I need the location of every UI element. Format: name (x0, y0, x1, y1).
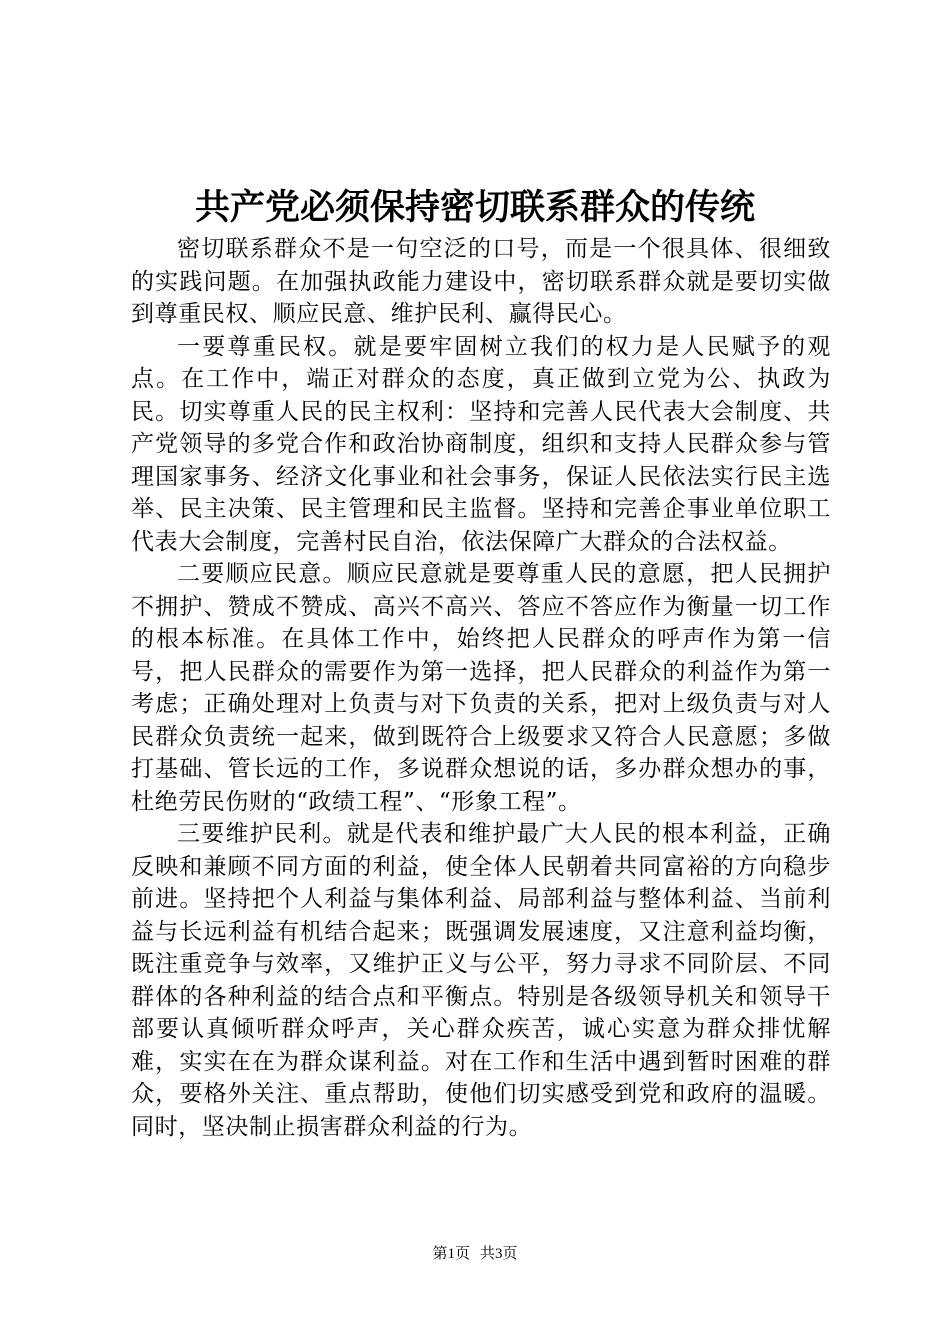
page-footer (0, 1242, 950, 1266)
document-body (131, 233, 831, 1143)
paragraph-respect-rights: 一要尊重民权。就是要牢固树立我们的权力是人民赋予的观点。在工作中，端正对群众的态度，真正做到立党为公、执政为民。切实尊重人民的民主权利：坚持和完善人民代表大会制度、共产党领导的多党合作和政治协商制度，组织和支持人民群众参与管理国家事务、经济文化事业和社会事务，保证人民依法实行民主选举、民主决策、民主管理和民主监督。坚持和完善企事业单位职工代表大会制度，完善村民自治，依法保障广大群众的合法权益。 (131, 333, 831, 555)
page-total: 共3页 (480, 1246, 518, 1262)
page-number: 第1页 (432, 1246, 470, 1262)
document-title: 共产党必须保持密切联系群众的传统 (194, 187, 755, 228)
paragraph-intro: 密切联系群众不是一句空泛的口号，而是一个很具体、很细致的实践问题。在加强执政能力建设中，密切联系群众就是要切实做到尊重民权、顺应民意、维护民利、赢得民心。 (131, 236, 831, 327)
paragraph-protect-interests: 三要维护民利。就是代表和维护最广大人民的根本利益，正确反映和兼顾不同方面的利益，使全体人民朝着共同富裕的方向稳步前进。坚持把个人利益与集体利益、局部利益与整体利益、当前利益与长远利益有机结合起来；既强调发展速度，又注意利益均衡，既注重竞争与效率，又维护正义与公平，努力寻求不同阶层、不同群体的各种利益的结合点和平衡点。特别是各级领导机关和领导干部要认真倾听群众呼声，关心群众疾苦，诚心实意为群众排忧解难，实实在在为群众谋利益。对在工作和生活中遇到暂时困难的群众，要格外关注、重点帮助，使他们切实感受到党和政府的温暖。同时，坚决制止损害群众利益的行为。 (131, 821, 831, 1140)
paragraph-follow-will: 二要顺应民意。顺应民意就是要尊重人民的意愿，把人民拥护不拥护、赞成不赞成、高兴不高兴、答应不答应作为衡量一切工作的根本标准。在具体工作中，始终把人民群众的呼声作为第一信号，把人民群众的需要作为第一选择，把人民群众的利益作为第一考虑；正确处理对上负责与对下负责的关系，把对上级负责与对人民群众负责统一起来，做到既符合上级要求又符合人民意愿；多做打基础、管长远的工作，多说群众想说的话，多办群众想办的事，杜绝劳民伤财的“政绩工程”、“形象工程”。 (131, 561, 831, 815)
